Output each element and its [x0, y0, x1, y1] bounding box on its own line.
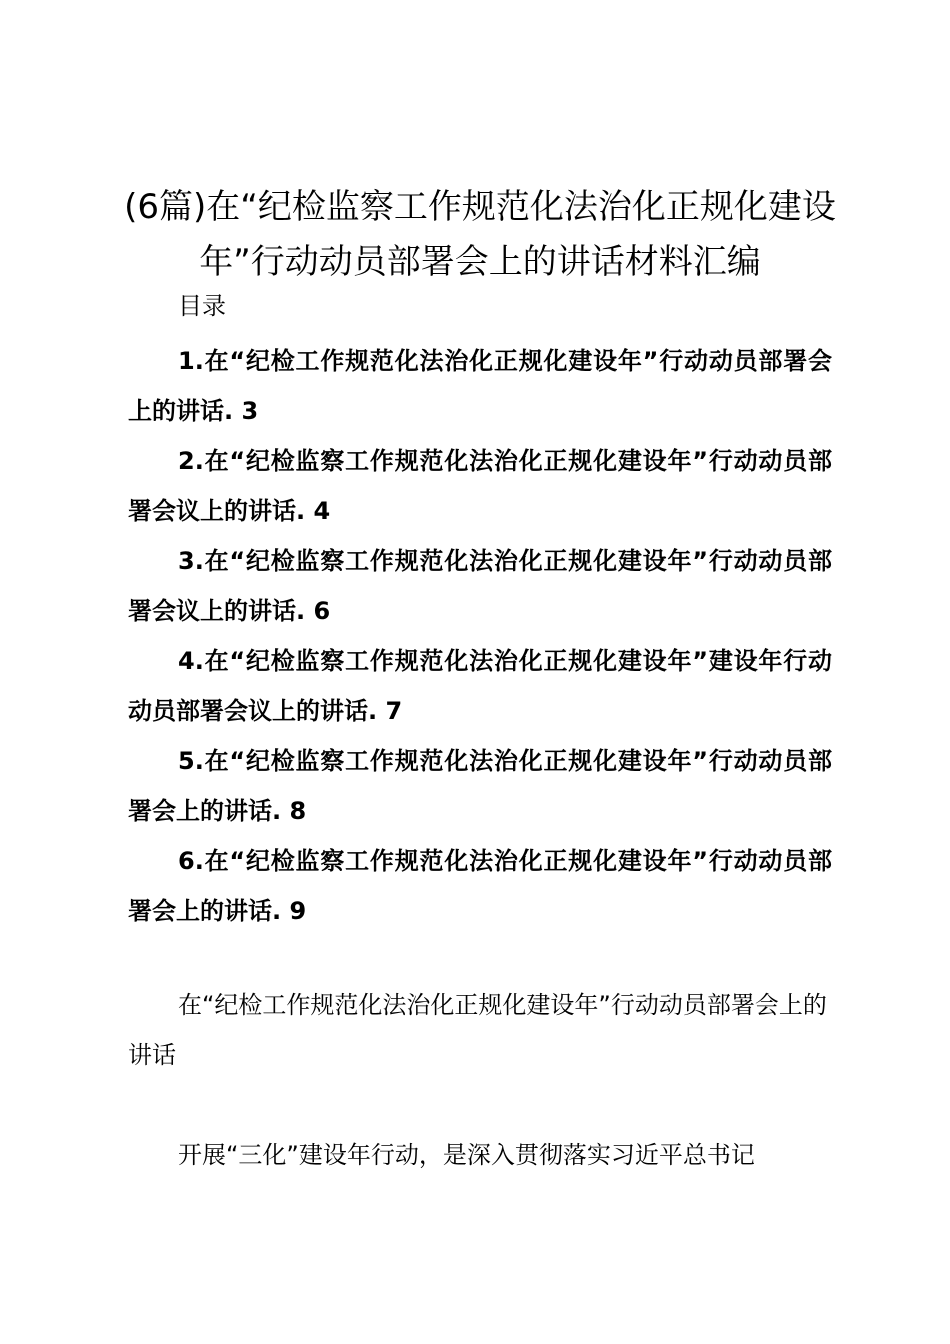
toc-item[interactable]: 2.在“纪检监察工作规范化法治化正规化建设年”行动动员部署会议上的讲话. 4: [128, 447, 832, 525]
toc-item[interactable]: 3.在“纪检监察工作规范化法治化正规化建设年”行动动员部署会议上的讲话. 6: [128, 547, 832, 625]
toc-heading: 目录: [178, 292, 226, 320]
table-of-contents: [128, 336, 832, 936]
section-heading: 在“纪检工作规范化法治化正规化建设年”行动动员部署会上的讲话: [128, 991, 827, 1069]
body-paragraph: 开展“三化”建设年行动，是深入贯彻落实习近平总书记: [178, 1141, 755, 1169]
toc-item[interactable]: 4.在“纪检监察工作规范化法治化正规化建设年”建设年行动动员部署会议上的讲话. 7: [128, 647, 832, 725]
toc-item[interactable]: 6.在“纪检监察工作规范化法治化正规化建设年”行动动员部署会上的讲话. 9: [128, 847, 832, 925]
toc-item[interactable]: 5.在“纪检监察工作规范化法治化正规化建设年”行动动员部署会上的讲话. 8: [128, 747, 832, 825]
document-title: (6篇)在“纪检监察工作规范化法治化正规化建设年”行动动员部署会上的讲话材料汇编: [124, 187, 836, 282]
toc-item[interactable]: 1.在“纪检工作规范化法治化正规化建设年”行动动员部署会上的讲话. 3: [128, 347, 832, 425]
